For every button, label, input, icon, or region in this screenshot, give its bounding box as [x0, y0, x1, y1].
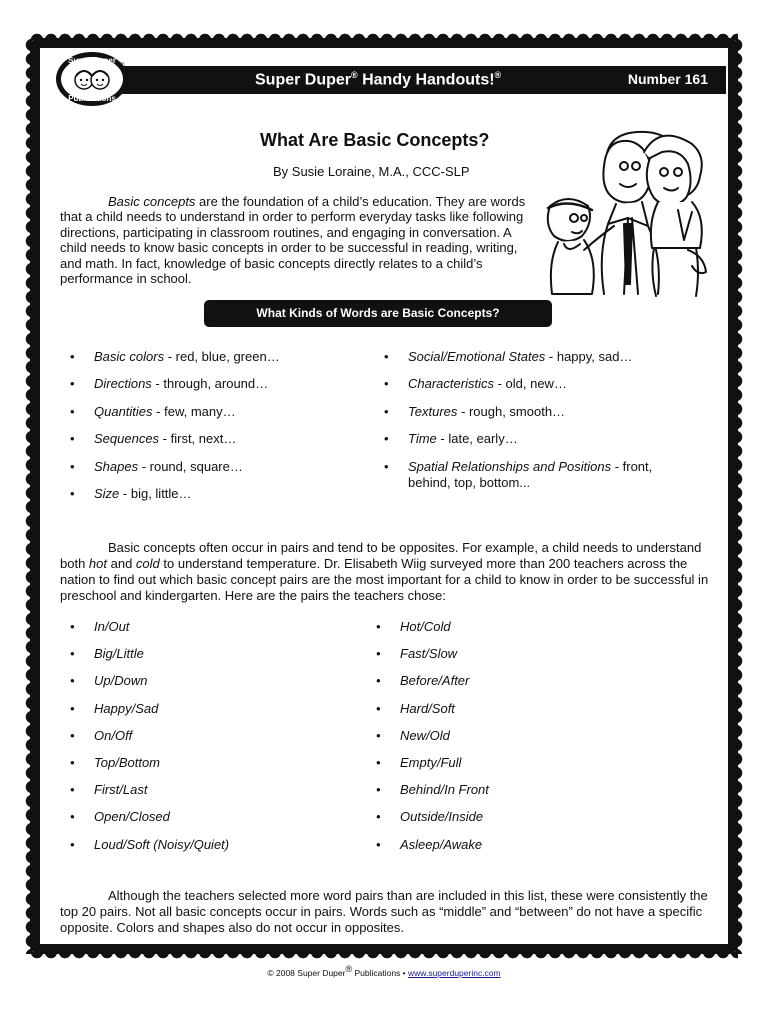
list-item: • Before/After: [376, 673, 676, 700]
concept-kinds-list-right: [384, 349, 684, 490]
logo-text-bottom: Publications: [68, 94, 116, 103]
list-item: • Basic colors - red, blue, green…: [70, 349, 360, 376]
pairs-intro-paragraph: Basic concepts often occur in pairs and tend to be opposites. For example, a child needs to understand both hot and cold to understand temperature. Dr. Elisabeth Wiig surveyed more than 200 teachers across the nation to find out which basic concept pairs are the most important for a child to know in order to be successful in preschool and kindergarten. Here are the pairs the teachers chose:: [60, 540, 709, 603]
list-item: • On/Off: [70, 728, 360, 755]
list-item: • Size - big, little…: [70, 486, 360, 513]
list-item: • Big/Little: [70, 646, 360, 673]
teacher-and-child-illustration: [528, 120, 718, 300]
list-item: • Top/Bottom: [70, 755, 360, 782]
concept-pairs-list-right: [376, 619, 676, 864]
list-item: • Hot/Cold: [376, 619, 676, 646]
header-bar: [70, 66, 726, 94]
header-title: Super Duper® Handy Handouts!®: [255, 70, 502, 89]
list-item: • Fast/Slow: [376, 646, 676, 673]
border-scallop-top: [30, 30, 738, 40]
list-item: • Directions - through, around…: [70, 376, 360, 403]
page-footer: © 2008 Super Duper® Publications • www.superduperinc.com: [267, 964, 501, 978]
article-title: What Are Basic Concepts?: [260, 130, 490, 150]
list-item: • Time - late, early…: [384, 431, 684, 458]
list-item: • In/Out: [70, 619, 360, 646]
list-item: • Spatial Relationships and Positions - front, behind, top, bottom...: [384, 459, 668, 486]
list-item: • Outside/Inside: [376, 809, 676, 836]
intro-term: Basic concepts: [108, 194, 196, 209]
list-item: • Characteristics - old, new…: [384, 376, 684, 403]
handout-number: Number 161: [627, 71, 708, 87]
list-item: • Asleep/Awake: [376, 837, 676, 864]
concept-pairs-list-left: [70, 619, 360, 864]
list-item: • First/Last: [70, 782, 360, 809]
border-scallop-left: [22, 38, 32, 954]
super-duper-logo: [54, 50, 130, 108]
list-item: • Happy/Sad: [70, 701, 360, 728]
intro-paragraph: Basic concepts are the foundation of a child’s education. They are words that a child needs to understand in order to perform everyday tasks like following directions, participating in classroom routines, and engaging in conversation. A child needs to know basic concepts in order to be successful in reading, writing, and math. In fact, knowledge of basic concepts directly relates to a child’s performance in school.: [60, 194, 526, 287]
article-byline: By Susie Loraine, M.A., CCC-SLP: [273, 164, 470, 179]
list-item: • Empty/Full: [376, 755, 676, 782]
list-item: • Shapes - round, square…: [70, 459, 360, 486]
closing-paragraph: Although the teachers selected more word pairs than are included in this list, these were consistently the top 20 pairs. Not all basic concepts occur in pairs. Words such as “middle” and “between” do not have a specific opposite. Colors and shapes also do not occur in opposites.: [60, 888, 708, 935]
list-item: • Behind/In Front: [376, 782, 676, 809]
concept-kinds-list-left: [70, 349, 360, 513]
list-item: • Sequences - first, next…: [70, 431, 360, 458]
list-item: • Up/Down: [70, 673, 360, 700]
list-item: • Quantities - few, many…: [70, 404, 360, 431]
list-item: • Textures - rough, smooth…: [384, 404, 684, 431]
border-scallop-right: [736, 38, 746, 954]
list-item: • Hard/Soft: [376, 701, 676, 728]
list-item: • Social/Emotional States - happy, sad…: [384, 349, 684, 376]
border-scallop-bottom: [30, 952, 738, 962]
website-link[interactable]: www.superduperinc.com: [408, 967, 501, 978]
list-item: • Loud/Soft (Noisy/Quiet): [70, 837, 360, 864]
list-item: • Open/Closed: [70, 809, 360, 836]
section-heading-bar: What Kinds of Words are Basic Concepts?: [204, 300, 552, 327]
list-item: • New/Old: [376, 728, 676, 755]
logo-reg-mark: ®: [120, 63, 125, 69]
logo-text-top: Super Duper: [67, 56, 117, 65]
